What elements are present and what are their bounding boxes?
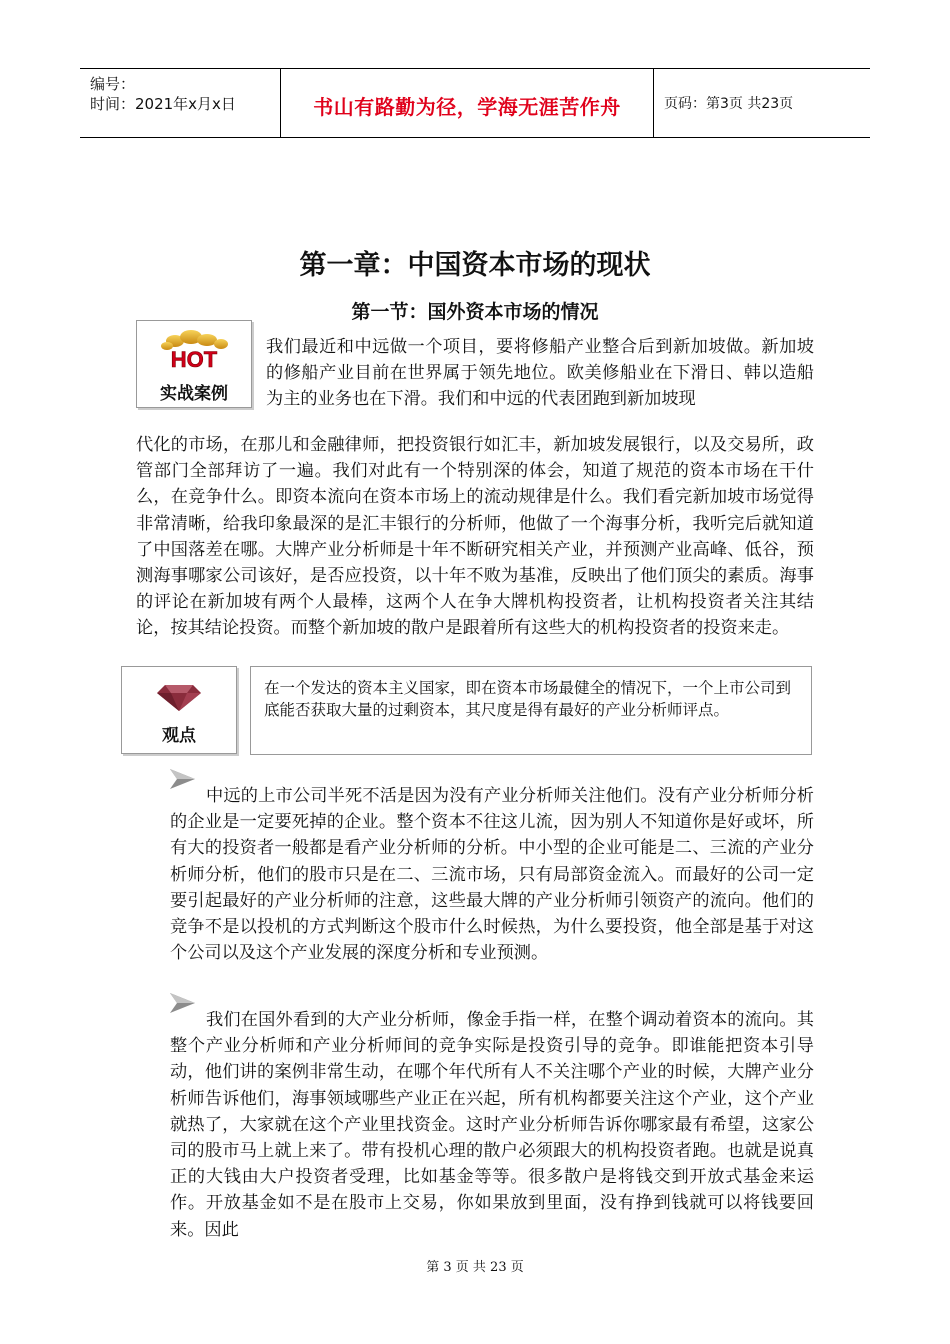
hot-case-badge [136, 320, 252, 408]
header-motto: 书山有路勤为径，学海无涯苦作舟 [313, 95, 621, 119]
paragraph-singapore: 代化的市场，在那儿和金融律师，把投资银行如汇丰，新加坡发展银行，以及交易所，政管部门全部拜访了一遍。我们对此有一个特别深的体会，知道了规范的资本市场在干什么，在竞争什么。即资本流向在资本市场上的流动规律是什么。我们看完新加坡市场觉得非常清晰，给我印象最深的是汇丰银行的分析师，他做了一个海事分析，我听完后就知道了中国落差在哪。大牌产业分析师是十年不断研究相关产业，并预测产业高峰、低谷，预测海事哪家公司该好，是否应投资，以十年不败为基准，反映出了他们顶尖的素质。海事的评论在新加坡有两个人最棒，这两个人在争大牌机构投资者，让机构投资者关注其结论，按其结论投资。而整个新加坡的散户是跟着所有这些大的机构投资者的投资来走。 [136, 435, 814, 639]
paragraph-analyst-focus: 中远的上市公司半死不活是因为没有产业分析师关注他们。没有产业分析师分析的企业是一定要死掉的企业。整个资本不往这儿流，因为别人不知道你是好或坏，所有大的投资者一般都是看产业分析师的分析。中小型的企业可能是二、三流的产业分析师分析，他们的股市只是在二、三流市场，只有局部资金流入。而最好的公司一定要引起最好的产业分析师的注意，这些最大牌的产业分析师引领资产的流向。他们的竞争不是以投机的方式判断这个股市什么时候热，为什么要投资，他全部是基于对这个公司以及这个产业发展的深度分析和专业预测。 [170, 786, 814, 964]
header-page-cell [654, 69, 870, 137]
date-label: 时间：2021年x月x日 [90, 95, 236, 113]
header-page-info: 页码：第3页 共23页 [664, 96, 794, 112]
paragraph-capital-flow: 我们在国外看到的大产业分析师，像金手指一样，在整个调动着资本的流向。其整个产业分析师和产业分析师间的竞争实际是投资引导的竞争。即谁能把资本引导动，他们讲的案例非常生动，在哪个年代所有人不关注哪个产业的时候，大牌产业分析师告诉他们，海事领域哪些产业正在兴起，所有机构都要关注这个产业，这个产业就热了，大家就在这个产业里找资金。这时产业分析师告诉你哪家最有希望，这家公司的股市马上就上来了。带有投机心理的散户必须跟大的机构投资者跑。也就是说真正的大钱由大户投资者受理，比如基金等等。很多散户是将钱交到开放式基金来运作。开放基金如不是在股市上交易，你如果放到里面，没有挣到钱就可以将钱要回来。因此 [170, 1010, 814, 1240]
viewpoint-quote-box [250, 666, 812, 755]
page-footer: 第 3 页 共 23 页 [426, 1260, 524, 1275]
hot-icon [145, 327, 243, 371]
header-motto-cell [281, 69, 654, 137]
chapter-title: 第一章：中国资本市场的现状 [299, 250, 651, 281]
gem-icon [157, 683, 201, 711]
section-title: 第一节：国外资本市场的情况 [351, 301, 599, 323]
viewpoint-badge [121, 666, 237, 754]
paragraph-intro: 我们最近和中远做一个项目，要将修船产业整合后到新加坡做。新加坡的修船产业目前在世界属于领先地位。欧美修船业在下滑日、韩以造船为主的业务也在下滑。我们和中远的代表团跑到新加坡现 [266, 337, 814, 410]
hot-image-text: HOT [170, 347, 218, 371]
viewpoint-quote: 在一个发达的资本主义国家，即在资本市场最健全的情况下，一个上市公司到底能否获取大量的过剩资本，其尺度是得有最好的产业分析师评点。 [264, 679, 792, 719]
viewpoint-label: 观点 [162, 726, 196, 746]
document-header [80, 68, 870, 138]
number-label: 编号： [90, 75, 136, 93]
hot-case-label: 实战案例 [160, 384, 228, 404]
header-meta [80, 69, 281, 137]
